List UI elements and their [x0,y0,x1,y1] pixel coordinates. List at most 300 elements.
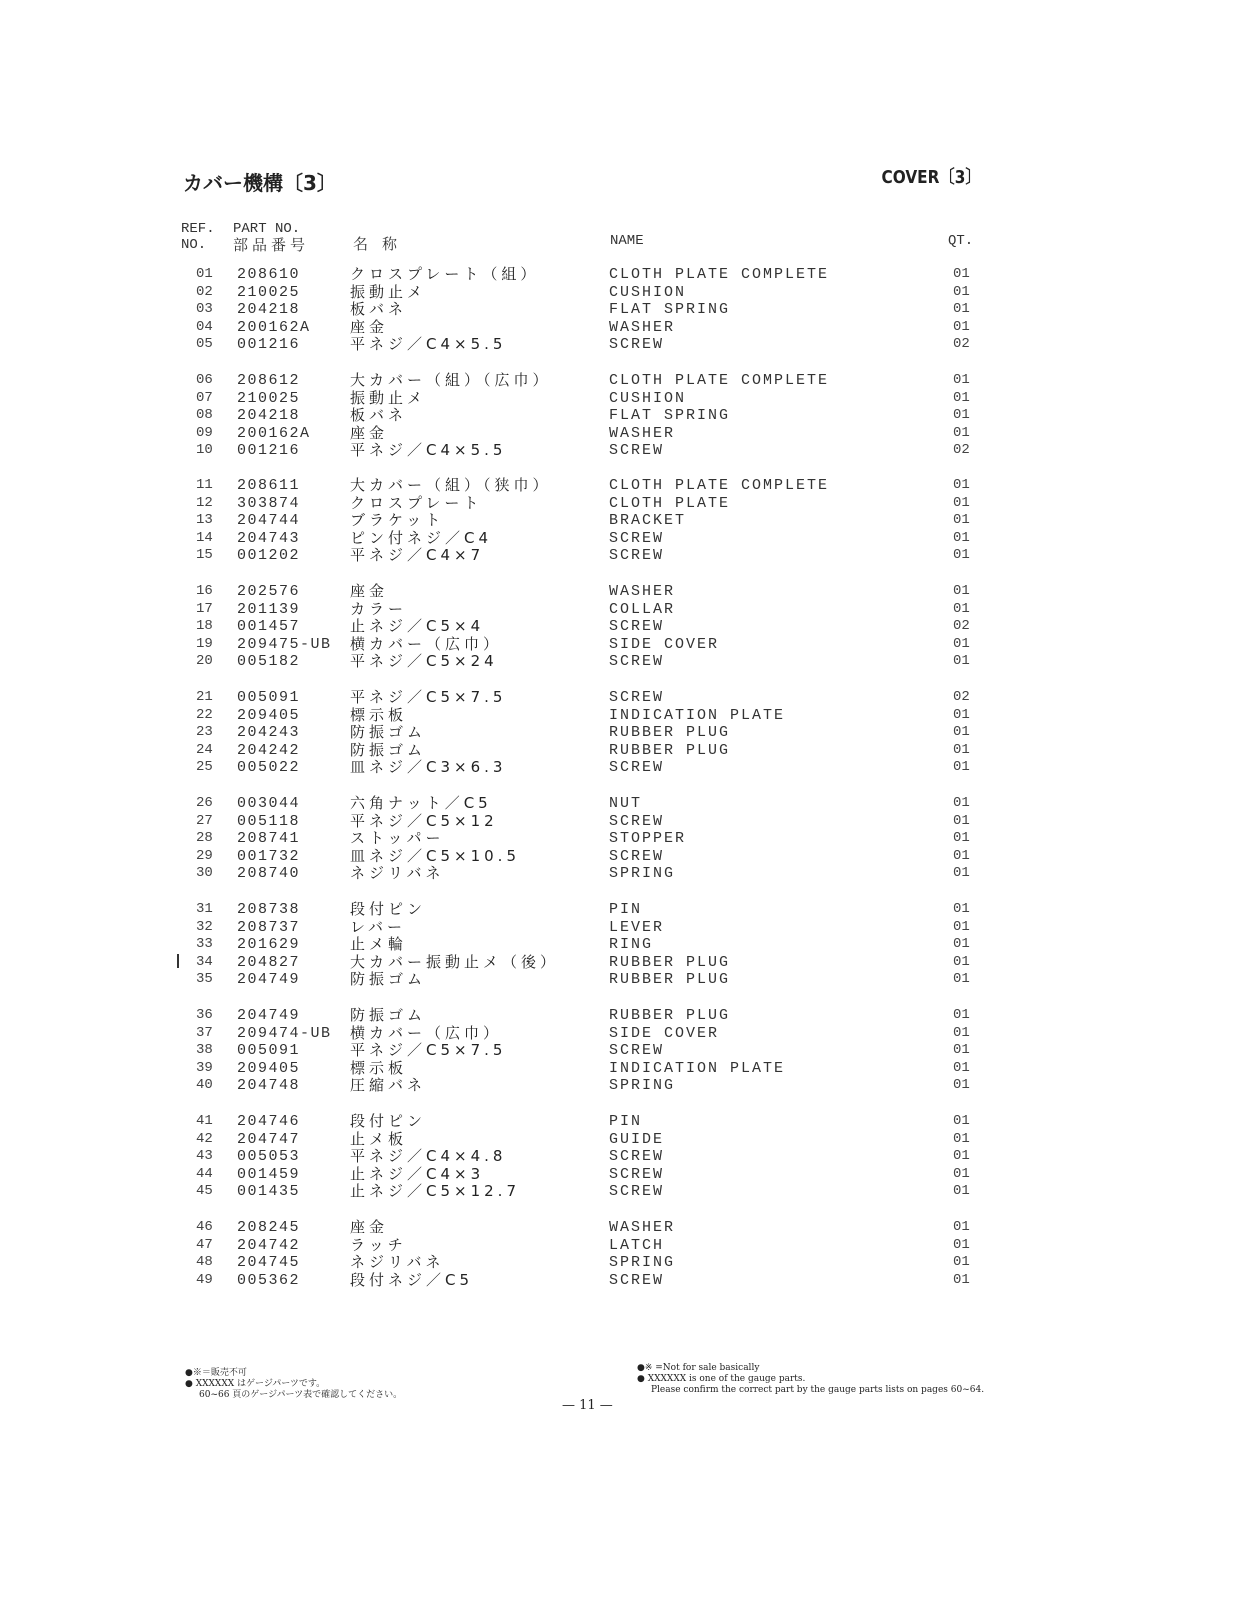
cell-qt: 01 [953,865,970,882]
cell-ref: 24 [196,741,213,758]
cell-part: 210025 [237,283,301,301]
footnote-en [637,1363,984,1396]
cell-en: FLAT SPRING [609,301,731,319]
cell-part: 001216 [237,336,301,354]
cell-part: 204744 [237,512,301,530]
cell-qt: 01 [953,477,970,493]
cell-ref: 20 [196,653,213,670]
cell-jp: 平ネジ／C5×12 [350,811,498,830]
cell-part: 001732 [237,847,301,865]
cell-part: 210025 [237,389,301,407]
cell-ref: 46 [196,1219,213,1235]
cell-en: SCREW [609,618,665,636]
cell-qt: 01 [953,389,970,406]
table-row [0,1148,1237,1166]
cell-qt: 01 [953,901,970,917]
cell-ref: 05 [196,336,213,353]
table-row [0,936,1237,954]
cell-jp: 平ネジ／C4×4.8 [350,1147,507,1166]
cell-jp: カラー [350,599,408,618]
cell-en: SCREW [609,1183,665,1201]
cell-qt: 01 [953,1077,970,1094]
cell-jp: 大カバー（組）（狭巾） [350,476,552,494]
cell-jp: 横カバー（広巾） [350,634,503,653]
cell-en: SCREW [609,1271,665,1289]
cell-ref: 39 [196,1059,213,1076]
cell-ref: 49 [196,1271,213,1288]
cell-qt: 01 [953,1059,970,1076]
cell-qt: 01 [953,706,970,723]
cell-en: RUBBER PLUG [609,1007,731,1024]
table-row [0,795,1237,813]
parts-group [0,1219,1237,1289]
cell-part: 200162A [237,424,311,442]
page-title-en: COVER〔3〕 [881,167,981,188]
cell-qt: 02 [953,336,970,353]
parts-group [0,1113,1237,1201]
cell-part: 204745 [237,1254,301,1272]
cell-ref: 03 [196,301,213,318]
cell-qt: 01 [953,936,970,953]
cell-part: 208610 [237,266,301,283]
page-number: — 11 — [562,1398,613,1413]
cell-jp: 圧縮バネ [350,1076,427,1095]
cell-part: 204749 [237,971,301,989]
table-row [0,707,1237,725]
cell-jp: 平ネジ／C5×7.5 [350,1041,507,1060]
cell-qt: 01 [953,372,970,388]
cell-ref: 11 [196,477,213,493]
table-row [0,407,1237,425]
cell-jp: 平ネジ／C4×7 [350,546,485,565]
cell-en: RING [609,936,654,954]
table-row [0,653,1237,671]
cell-part: 204242 [237,741,301,759]
cell-ref: 44 [196,1165,213,1182]
cell-part: 209474-UB [237,1024,332,1042]
cell-ref: 35 [196,971,213,988]
cell-ref: 04 [196,318,213,335]
footnote-en-line3: Please confirm the correct part by the gauge parts lists on pages 60~64. [651,1385,985,1395]
cell-ref: 41 [196,1113,213,1129]
cell-part: 208611 [237,477,301,494]
cell-jp: ネジリバネ [350,864,445,883]
parts-group [0,901,1237,989]
cell-ref: 08 [196,407,213,424]
cell-part: 001202 [237,547,301,565]
cell-jp: 防振ゴム [350,1006,427,1024]
cell-ref: 34 [196,953,213,970]
cell-en: WASHER [609,1219,676,1236]
table-row [0,1007,1237,1025]
cell-ref: 18 [196,618,213,635]
cell-jp: 平ネジ／C4×5.5 [350,335,507,354]
cell-part: 208740 [237,865,301,883]
cell-qt: 01 [953,1236,970,1253]
column-header-ref-line2: NO. [181,237,207,253]
cell-ref: 23 [196,724,213,741]
parts-group [0,689,1237,777]
cell-ref: 45 [196,1183,213,1200]
cell-qt: 02 [953,618,970,635]
table-row [0,319,1237,337]
cell-part: 005091 [237,689,301,706]
cell-jp: 大カバー（組）（広巾） [350,371,552,389]
parts-group [0,1007,1237,1095]
cell-jp: 止ネジ／C4×3 [350,1164,485,1183]
table-row [0,1183,1237,1201]
cell-ref: 07 [196,389,213,406]
parts-group [0,583,1237,671]
column-header-ref-line1: REF. [181,221,215,237]
cell-qt: 01 [953,283,970,300]
cell-en: CLOTH PLATE COMPLETE [609,266,830,283]
cell-qt: 01 [953,600,970,617]
cell-qt: 01 [953,1254,970,1271]
cell-jp: ストッパー [350,829,445,848]
cell-en: WASHER [609,424,676,442]
cell-part: 208737 [237,918,301,936]
cell-qt: 02 [953,442,970,459]
footnote-en-line1: ●※ =Not for sale basically [637,1363,760,1373]
cell-en: SPRING [609,865,676,883]
cell-ref: 15 [196,547,213,564]
table-row [0,971,1237,989]
cell-ref: 40 [196,1077,213,1094]
parts-group [0,795,1237,883]
cell-en: SCREW [609,812,665,830]
cell-en: SCREW [609,1042,665,1060]
cell-qt: 01 [953,759,970,776]
cell-part: 204747 [237,1130,301,1148]
table-row [0,301,1237,319]
table-row [0,919,1237,937]
cell-qt: 01 [953,918,970,935]
table-row [0,266,1237,284]
cell-ref: 13 [196,512,213,529]
table-row [0,1237,1237,1255]
cell-ref: 43 [196,1148,213,1165]
cell-jp: 振動止メ [350,282,427,301]
cell-en: SCREW [609,689,665,706]
cell-qt: 01 [953,583,970,599]
cell-en: FLAT SPRING [609,407,731,425]
cell-part: 204827 [237,953,301,971]
table-row [0,547,1237,565]
cell-ref: 48 [196,1254,213,1271]
table-row [0,1113,1237,1131]
cell-jp: 防振ゴム [350,740,427,759]
cell-ref: 25 [196,759,213,776]
cell-qt: 01 [953,266,970,282]
cell-jp: 止メ輪 [350,935,408,954]
column-header-name-en: NAME [610,233,644,249]
cell-ref: 12 [196,494,213,511]
cell-part: 303874 [237,494,301,512]
cell-en: LEVER [609,918,665,936]
cell-part: 208738 [237,901,301,918]
cell-part: 001459 [237,1165,301,1183]
table-row [0,372,1237,390]
table-row [0,425,1237,443]
cell-jp: 平ネジ／C5×7.5 [350,688,507,706]
table-row [0,336,1237,354]
cell-en: SIDE COVER [609,1024,720,1042]
cell-jp: 板バネ [350,406,408,425]
cell-en: CLOTH PLATE [609,494,731,512]
cell-part: 005053 [237,1148,301,1166]
cell-ref: 17 [196,600,213,617]
cell-part: 202576 [237,583,301,600]
cell-jp: 止ネジ／C5×12.7 [350,1182,520,1201]
cell-en: SCREW [609,336,665,354]
cell-en: NUT [609,795,643,812]
cell-jp: 六角ナット／C5 [350,794,492,812]
cell-qt: 01 [953,512,970,529]
cell-ref: 37 [196,1024,213,1041]
cell-qt: 01 [953,847,970,864]
cell-part: 204743 [237,529,301,547]
cell-jp: 平ネジ／C5×24 [350,652,498,671]
cell-en: SCREW [609,759,665,777]
parts-group [0,477,1237,565]
cell-en: CLOTH PLATE COMPLETE [609,372,830,389]
table-row [0,1025,1237,1043]
cell-ref: 36 [196,1007,213,1023]
cell-part: 005091 [237,1042,301,1060]
cell-qt: 01 [953,547,970,564]
cell-part: 001216 [237,442,301,460]
footnote-en-line2: ● XXXXXX is one of the gauge parts. [637,1374,806,1384]
cell-part: 204218 [237,407,301,425]
cell-en: BRACKET [609,512,687,530]
cell-jp: 平ネジ／C4×5.5 [350,441,507,460]
table-row [0,1254,1237,1272]
cell-qt: 01 [953,1130,970,1147]
cell-jp: 防振ゴム [350,970,427,989]
cell-en: SPRING [609,1254,676,1272]
cell-en: SPRING [609,1077,676,1095]
cell-ref: 31 [196,901,213,917]
cell-ref: 42 [196,1130,213,1147]
cell-qt: 01 [953,424,970,441]
footnote-jp-line3: 60~66 頁のゲージパーツ表で確認してください。 [199,1390,403,1400]
cell-en: SIDE COVER [609,635,720,653]
cell-ref: 10 [196,442,213,459]
cell-qt: 01 [953,830,970,847]
cell-part: 003044 [237,795,301,812]
table-row [0,830,1237,848]
footnote-jp-line2: ● XXXXXX はゲージパーツです。 [185,1379,326,1389]
cell-en: CUSHION [609,283,687,301]
cell-jp: 座金 [350,1218,389,1236]
cell-en: RUBBER PLUG [609,971,731,989]
cell-ref: 26 [196,795,213,811]
cell-ref: 16 [196,583,213,599]
cell-qt: 01 [953,1219,970,1235]
column-header-part-line1: PART NO. [233,221,301,237]
cell-ref: 09 [196,424,213,441]
table-row [0,601,1237,619]
cell-jp: 段付ピン [350,900,427,918]
cell-part: 201139 [237,600,301,618]
cell-en: WASHER [609,318,676,336]
cell-jp: 標示板 [350,1058,408,1077]
cell-en: PIN [609,1113,643,1130]
table-row [0,636,1237,654]
cell-qt: 01 [953,953,970,970]
cell-part: 200162A [237,318,311,336]
table-row [0,689,1237,707]
cell-ref: 47 [196,1236,213,1253]
table-row [0,865,1237,883]
cell-ref: 06 [196,372,213,388]
cell-en: INDICATION PLATE [609,1059,786,1077]
cell-part: 208741 [237,830,301,848]
table-row [0,724,1237,742]
page-title-jp: カバー機構〔3〕 [183,171,337,195]
cell-jp: 振動止メ [350,388,427,407]
cell-qt: 01 [953,407,970,424]
cell-jp: 止ネジ／C5×4 [350,617,485,636]
cell-en: LATCH [609,1236,665,1254]
table-row [0,512,1237,530]
table-row [0,848,1237,866]
cell-part: 204748 [237,1077,301,1095]
cell-jp: 座金 [350,423,389,442]
column-header-name-jp: 名称 [353,235,412,253]
cell-jp: ブラケット [350,511,445,530]
margin-mark [177,954,179,968]
cell-jp: 段付ピン [350,1112,427,1130]
cell-qt: 01 [953,529,970,546]
table-row [0,1166,1237,1184]
cell-qt: 01 [953,635,970,652]
cell-ref: 01 [196,266,213,282]
table-row [0,1077,1237,1095]
table-row [0,442,1237,460]
table-row [0,495,1237,513]
column-header-part [233,221,309,253]
column-header-part-line2: 部品番号 [233,236,310,254]
cell-qt: 01 [953,653,970,670]
cell-jp: クロスプレート（組） [350,265,540,283]
cell-part: 204746 [237,1113,301,1130]
cell-jp: 座金 [350,317,389,336]
table-row [0,530,1237,548]
cell-en: COLLAR [609,600,676,618]
cell-qt: 01 [953,971,970,988]
cell-ref: 38 [196,1042,213,1059]
cell-part: 005022 [237,759,301,777]
cell-qt: 01 [953,1042,970,1059]
cell-part: 005362 [237,1271,301,1289]
cell-en: SCREW [609,529,665,547]
cell-ref: 22 [196,706,213,723]
cell-part: 208612 [237,372,301,389]
table-row [0,618,1237,636]
cell-ref: 30 [196,865,213,882]
table-row [0,742,1237,760]
footnote-jp-line1: ●※＝販売不可 [185,1368,247,1378]
cell-en: PIN [609,901,643,918]
cell-ref: 33 [196,936,213,953]
cell-jp: 座金 [350,582,389,600]
cell-jp: ピン付ネジ／C4 [350,528,493,547]
cell-jp: 止メ板 [350,1129,408,1148]
cell-qt: 01 [953,301,970,318]
table-row [0,1131,1237,1149]
cell-qt: 02 [953,689,970,705]
cell-en: SCREW [609,847,665,865]
column-header-ref [181,221,215,253]
cell-part: 204218 [237,301,301,319]
cell-qt: 01 [953,1113,970,1129]
table-row [0,477,1237,495]
cell-jp: 標示板 [350,705,408,724]
table-row [0,1272,1237,1290]
table-row [0,284,1237,302]
table-row [0,813,1237,831]
cell-part: 005118 [237,812,301,830]
cell-qt: 01 [953,494,970,511]
table-row [0,1219,1237,1237]
cell-jp: ネジリバネ [350,1253,445,1272]
cell-en: SCREW [609,1148,665,1166]
table-row [0,390,1237,408]
cell-part: 204742 [237,1236,301,1254]
parts-group [0,372,1237,460]
cell-en: STOPPER [609,830,687,848]
cell-en: SCREW [609,1165,665,1183]
cell-en: RUBBER PLUG [609,953,731,971]
table-row [0,1042,1237,1060]
cell-en: INDICATION PLATE [609,706,786,724]
cell-qt: 01 [953,812,970,829]
cell-jp: 板バネ [350,300,408,319]
cell-part: 204243 [237,724,301,742]
cell-ref: 29 [196,847,213,864]
cell-qt: 01 [953,1148,970,1165]
cell-ref: 27 [196,812,213,829]
cell-jp: 防振ゴム [350,723,427,742]
cell-jp: クロスプレート [350,493,483,512]
cell-qt: 01 [953,1024,970,1041]
cell-en: SCREW [609,653,665,671]
table-row [0,759,1237,777]
cell-en: GUIDE [609,1130,665,1148]
cell-jp: 皿ネジ／C5×10.5 [350,846,520,865]
cell-jp: 大カバー振動止メ（後） [350,952,560,971]
cell-en: CUSHION [609,389,687,407]
cell-part: 005182 [237,653,301,671]
cell-qt: 01 [953,1271,970,1288]
cell-qt: 01 [953,1165,970,1182]
column-header-qty: QT. [948,233,974,249]
table-row [0,954,1237,972]
cell-part: 209405 [237,1059,301,1077]
cell-qt: 01 [953,724,970,741]
cell-qt: 01 [953,1007,970,1023]
footnote-jp [185,1368,402,1401]
cell-ref: 28 [196,830,213,847]
cell-part: 209405 [237,706,301,724]
table-row [0,901,1237,919]
cell-ref: 32 [196,918,213,935]
cell-ref: 02 [196,283,213,300]
cell-jp: 皿ネジ／C3×6.3 [350,758,507,777]
cell-qt: 01 [953,795,970,811]
